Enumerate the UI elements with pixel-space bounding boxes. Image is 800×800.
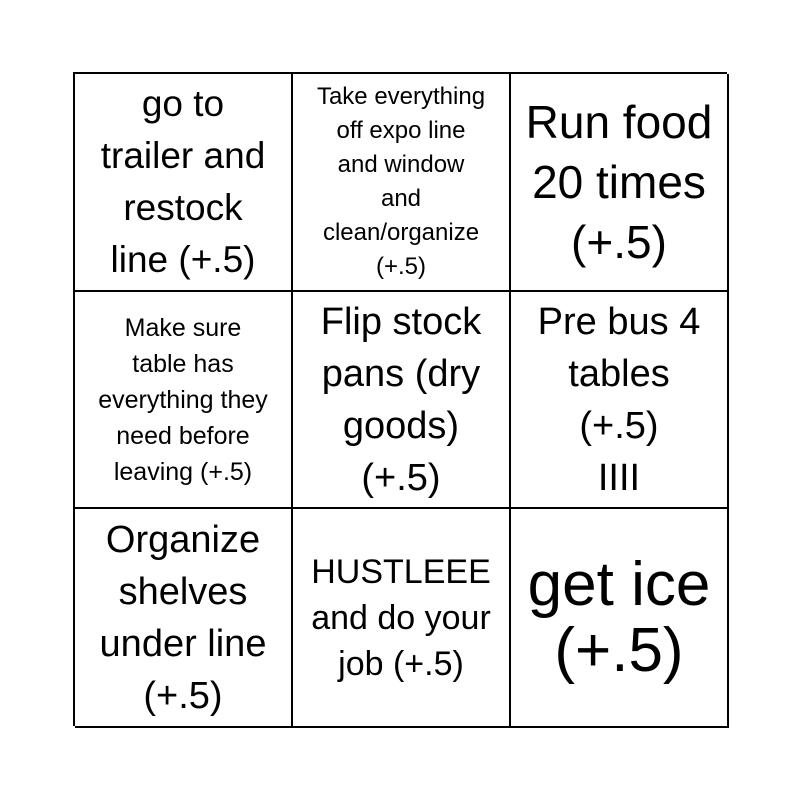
bingo-cell-4[interactable] xyxy=(75,292,293,509)
bingo-cell-6-text: Pre bus 4 tables (+.5) IIII xyxy=(537,300,701,499)
bingo-cell-3[interactable] xyxy=(511,74,729,292)
bingo-cell-9[interactable] xyxy=(511,509,729,728)
bingo-cell-9-text: get ice (+.5) xyxy=(527,549,711,685)
bingo-cell-7-text: Organize shelves under line (+.5) xyxy=(99,518,267,717)
bingo-cell-2[interactable] xyxy=(293,74,511,292)
bingo-cell-5-text: Flip stock pans (dry goods) (+.5) xyxy=(320,300,482,499)
bingo-cell-8-text: HUSTLEEE and do your job (+.5) xyxy=(311,552,491,683)
bingo-cell-7[interactable] xyxy=(75,509,293,728)
bingo-cell-8[interactable] xyxy=(293,509,511,728)
bingo-board xyxy=(73,72,727,726)
bingo-cell-6[interactable] xyxy=(511,292,729,509)
bingo-cell-2-text: Take everything off expo line and window and clean/organize (+.5) xyxy=(316,83,486,280)
bingo-cell-3-text: Run food 20 times (+.5) xyxy=(525,96,713,268)
bingo-cell-1[interactable] xyxy=(75,74,293,292)
bingo-cell-4-text: Make sure table has everything they need before leaving (+.5) xyxy=(98,313,268,486)
bingo-cell-1-text: go to trailer and restock line (+.5) xyxy=(100,83,266,280)
bingo-cell-5[interactable] xyxy=(293,292,511,509)
